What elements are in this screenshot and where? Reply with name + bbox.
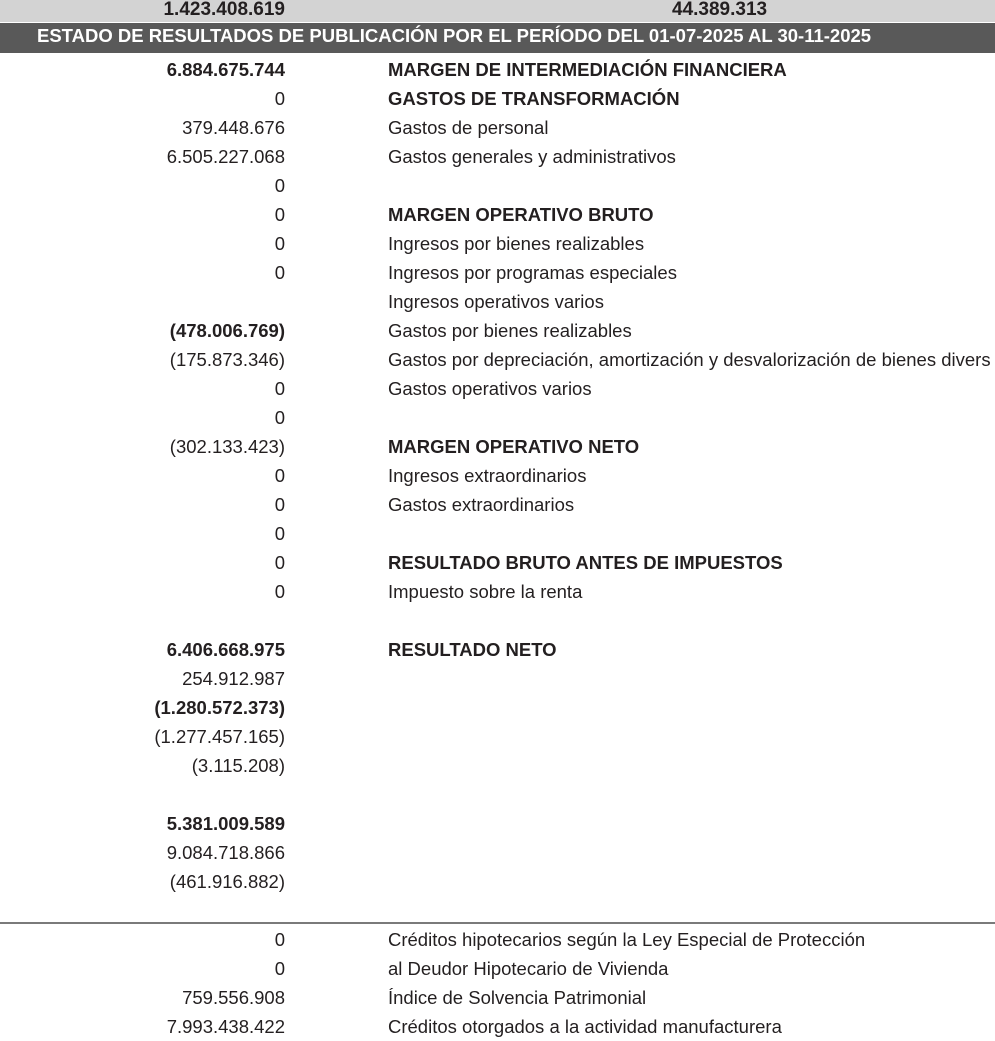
row-value: (175.873.346) xyxy=(169,349,285,370)
row-label: GASTOS DE TRANSFORMACIÓN xyxy=(388,88,680,109)
row-value: (1.280.572.373) xyxy=(154,697,285,718)
table-row xyxy=(0,229,995,258)
row-label: al Deudor Hipotecario de Vivienda xyxy=(388,958,669,979)
row-value: 0 xyxy=(274,494,285,515)
row-value: 0 xyxy=(274,233,285,254)
row-label: Índice de Solvencia Patrimonial xyxy=(388,987,647,1008)
table-row xyxy=(0,461,995,490)
row-label: Ingresos por bienes realizables xyxy=(388,233,645,254)
row-label: Ingresos operativos varios xyxy=(388,291,604,312)
row-value: 759.556.908 xyxy=(182,987,285,1008)
table-row xyxy=(0,751,995,780)
section-header: ESTADO DE RESULTADOS DE PUBLICACIÓN POR EL PERÍODO DEL 01-07-2025 AL 30-11-2025 xyxy=(0,23,995,53)
row-value: 0 xyxy=(274,378,285,399)
table-row xyxy=(0,577,995,606)
row-label: RESULTADO NETO xyxy=(388,639,557,660)
table-row xyxy=(0,316,995,345)
row-value: (1.277.457.165) xyxy=(154,726,285,747)
row-value: 0 xyxy=(274,523,285,544)
row-value: 379.448.676 xyxy=(182,117,285,138)
row-value: 9.084.718.866 xyxy=(166,842,285,863)
row-label: MARGEN DE INTERMEDIACIÓN FINANCIERA xyxy=(388,59,787,80)
table-row xyxy=(0,403,995,432)
top-right-value: 44.389.313 xyxy=(672,0,768,20)
table-row xyxy=(0,142,995,171)
row-value: 7.993.438.422 xyxy=(166,1016,285,1037)
row-label: Ingresos extraordinarios xyxy=(388,465,587,486)
row-value: 6.505.227.068 xyxy=(166,146,285,167)
table-row xyxy=(0,809,995,838)
table-row xyxy=(0,983,995,1012)
row-label: Ingresos por programas especiales xyxy=(388,262,677,283)
row-label: RESULTADO BRUTO ANTES DE IMPUESTOS xyxy=(388,552,783,573)
row-label: Gastos de personal xyxy=(388,117,549,138)
table-row xyxy=(0,1012,995,1041)
row-value: (478.006.769) xyxy=(169,320,285,341)
table-row xyxy=(0,780,995,809)
row-value: (461.916.882) xyxy=(169,871,285,892)
table-row xyxy=(0,722,995,751)
row-value: 6.406.668.975 xyxy=(166,639,285,660)
table-row xyxy=(0,287,995,316)
table-row xyxy=(0,925,995,954)
row-label: Créditos hipotecarios según la Ley Especial de Protección xyxy=(388,929,866,950)
table-row xyxy=(0,635,995,664)
row-label: MARGEN OPERATIVO BRUTO xyxy=(388,204,654,225)
table-row xyxy=(0,113,995,142)
row-label: Gastos operativos varios xyxy=(388,378,592,399)
table-row xyxy=(0,345,995,374)
row-value: 0 xyxy=(274,958,285,979)
table-row xyxy=(0,548,995,577)
top-summary-bar xyxy=(0,0,995,22)
row-label: Impuesto sobre la renta xyxy=(388,581,583,602)
table-row xyxy=(0,519,995,548)
table-row xyxy=(0,84,995,113)
row-value: 0 xyxy=(274,88,285,109)
table-row xyxy=(0,490,995,519)
row-value: 0 xyxy=(274,407,285,428)
row-label: Créditos otorgados a la actividad manufacturera xyxy=(388,1016,782,1037)
row-value: 0 xyxy=(274,581,285,602)
table-row xyxy=(0,693,995,722)
table-row xyxy=(0,374,995,403)
row-value: 0 xyxy=(274,552,285,573)
table-row xyxy=(0,432,995,461)
row-value: 0 xyxy=(274,929,285,950)
table-row xyxy=(0,606,995,635)
row-value: (3.115.208) xyxy=(191,755,285,776)
row-value: (302.133.423) xyxy=(169,436,285,457)
table-row xyxy=(0,55,995,84)
table-row xyxy=(0,200,995,229)
table-row xyxy=(0,867,995,896)
section-divider xyxy=(0,922,995,924)
row-value: 5.381.009.589 xyxy=(166,813,285,834)
row-value: 0 xyxy=(274,262,285,283)
table-row xyxy=(0,954,995,983)
table-row xyxy=(0,171,995,200)
top-left-value: 1.423.408.619 xyxy=(163,0,285,20)
row-value: 254.912.987 xyxy=(182,668,285,689)
row-value: 6.884.675.744 xyxy=(166,59,285,80)
row-label: Gastos por depreciación, amortización y desvalorización de bienes divers xyxy=(388,349,991,370)
row-label: Gastos generales y administrativos xyxy=(388,146,676,167)
row-value: 0 xyxy=(274,465,285,486)
row-label: Gastos extraordinarios xyxy=(388,494,575,515)
table-row xyxy=(0,258,995,287)
row-label: Gastos por bienes realizables xyxy=(388,320,632,341)
table-row xyxy=(0,838,995,867)
row-value: 0 xyxy=(274,204,285,225)
row-value: 0 xyxy=(274,175,285,196)
table-row xyxy=(0,664,995,693)
row-label: MARGEN OPERATIVO NETO xyxy=(388,436,640,457)
